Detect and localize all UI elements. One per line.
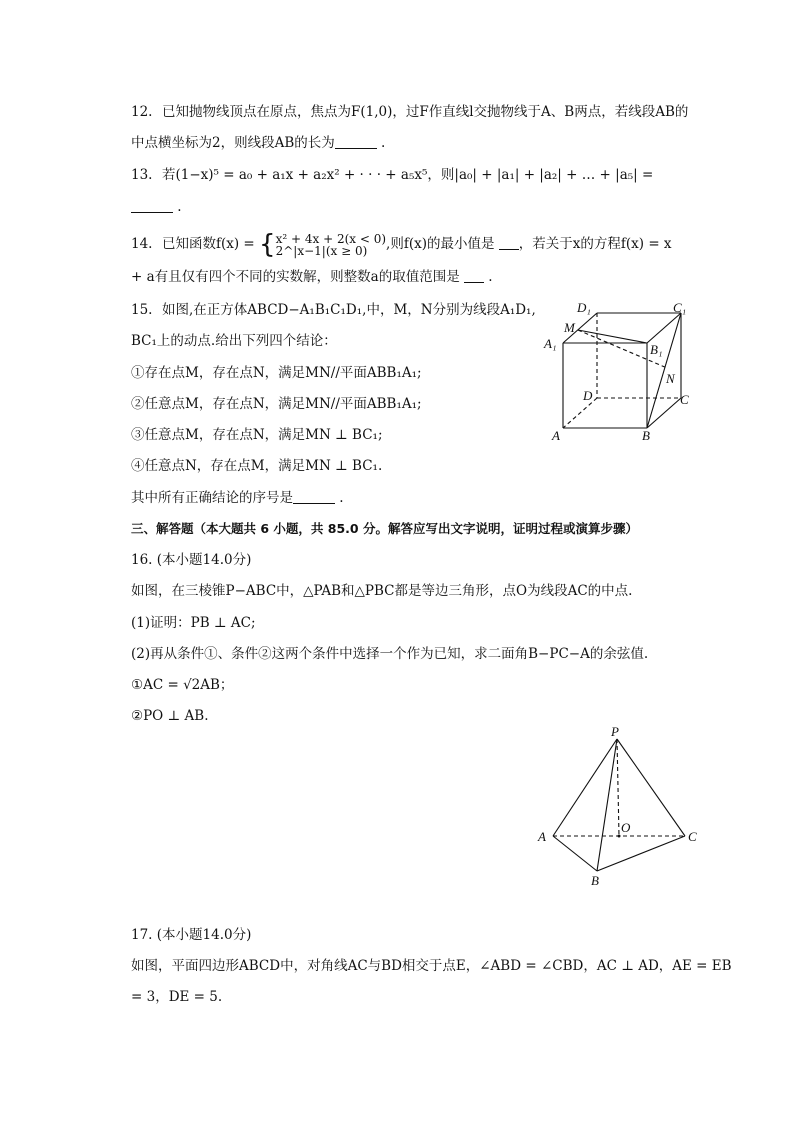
label-A1: A₁ — [544, 336, 557, 351]
q13-answer-blank — [131, 200, 173, 213]
label-C: C — [680, 392, 689, 407]
q14-piece-2: 2^|x−1|(x ≥ 0) — [275, 243, 368, 258]
q15-text-2: BC₁上的动点.给出下列四个结论： — [131, 333, 337, 349]
q12-text-1: 已知抛物线顶点在原点，焦点为F(1,0)，过F作直线l交抛物线于A、B两点，若线段AB的 — [162, 104, 689, 120]
q14-line2: + a有且仅有四个不同的实数解，则整数a的取值范围是 . — [131, 269, 493, 285]
label-C: C — [688, 829, 697, 844]
q16-line2: (1)证明：PB ⊥ AC; — [131, 615, 256, 631]
label-B: B — [591, 873, 599, 888]
label-N: N — [666, 371, 675, 386]
label-B1: B₁ — [650, 342, 663, 357]
label-O: O — [621, 820, 631, 835]
q14-number: 14. — [131, 236, 153, 252]
q14-piecewise: { — [259, 229, 276, 260]
q16-cond2: ②PO ⊥ AB. — [131, 708, 209, 724]
q14-suffix: ,则f(x)的最小值是 — [386, 236, 495, 252]
q13-number: 13. — [131, 167, 153, 183]
q15-number: 15. — [131, 302, 153, 318]
label-A: A — [538, 829, 546, 844]
q16-line3: (2)再从条件①、条件②这两个条件中选择一个作为已知，求二面角B−PC−A的余弦值. — [131, 646, 649, 662]
q14-prefix: 已知函数f(x) = — [162, 236, 255, 252]
q14-text-2: + a有且仅有四个不同的实数解，则整数a的取值范围是 — [131, 269, 460, 285]
q12-line2: 中点横坐标为2，则线段AB的长为 . — [131, 135, 386, 151]
q14-blank-1 — [499, 237, 519, 250]
q15-item-1: ①存在点M，存在点N，满足MN//平面ABB₁A₁; — [131, 365, 422, 381]
q15-conclusion: 其中所有正确结论的序号是 — [131, 490, 293, 506]
q16-cond1: ①AC = √2AB； — [131, 677, 234, 693]
q15-line1 — [131, 301, 536, 319]
q14-suffix2: ，若关于x的方程f(x) = x — [518, 236, 672, 252]
q12-line1 — [131, 103, 688, 121]
label-D: D — [583, 388, 593, 403]
q12-answer-blank — [335, 136, 377, 149]
label-D1: D₁ — [577, 300, 591, 315]
q12-number: 12. — [131, 104, 153, 120]
q15-conclusion-line: 其中所有正确结论的序号是 . — [131, 490, 344, 506]
q17-line2: = 3，DE = 5. — [131, 989, 223, 1005]
section-3-title: 三、解答题（本大题共 6 小题，共 85.0 分。解答应写出文字说明，证明过程或演算步骤） — [131, 521, 638, 536]
q13-line2: . — [131, 198, 182, 216]
q13-text-1: 若(1−x)⁵ = a₀ + a₁x + a₂x² + · · · + a₅x⁵，则|a₀| + |a₁| + |a₂| + … + |a₅| = — [162, 167, 654, 183]
q14-line1 — [131, 229, 672, 259]
label-C1: C₁ — [673, 300, 687, 315]
q15-line2 — [131, 332, 337, 350]
q15-item-3: ③任意点M，存在点N，满足MN ⊥ BC₁; — [131, 427, 383, 443]
q15-text-1: 如图,在正方体ABCD−A₁B₁C₁D₁,中，M，N分别为线段A₁D₁, — [162, 302, 536, 318]
label-M: M — [564, 320, 575, 335]
q12-text-2: 中点横坐标为2，则线段AB的长为 — [131, 135, 335, 151]
q15-item-2: ②任意点M，存在点N，满足MN//平面ABB₁A₁; — [131, 396, 422, 412]
q13-line1 — [131, 166, 653, 184]
label-P: P — [611, 725, 619, 739]
q14-blank-2 — [464, 270, 484, 283]
q15-answer-blank — [293, 491, 335, 504]
pyramid-figure — [530, 725, 710, 890]
q17-line1: 如图，平面四边形ABCD中，对角线AC与BD相交于点E，∠ABD = ∠CBD，AC ⊥ AD，AE = EB — [131, 958, 732, 974]
label-B: B — [642, 428, 650, 443]
q16-head: 16. (本小题14.0分) — [131, 552, 252, 568]
label-A: A — [552, 428, 560, 443]
q15-item-4: ④任意点N，存在点M，满足MN ⊥ BC₁. — [131, 458, 383, 474]
cube-figure — [540, 298, 700, 448]
q14-piece-1: x² + 4x + 2(x < 0) — [275, 231, 387, 246]
q16-line1: 如图，在三棱锥P−ABC中，△PAB和△PBC都是等边三角形，点O为线段AC的中点. — [131, 583, 633, 599]
q17-head: 17. (本小题14.0分) — [131, 927, 252, 943]
q14-pieces — [276, 233, 386, 257]
